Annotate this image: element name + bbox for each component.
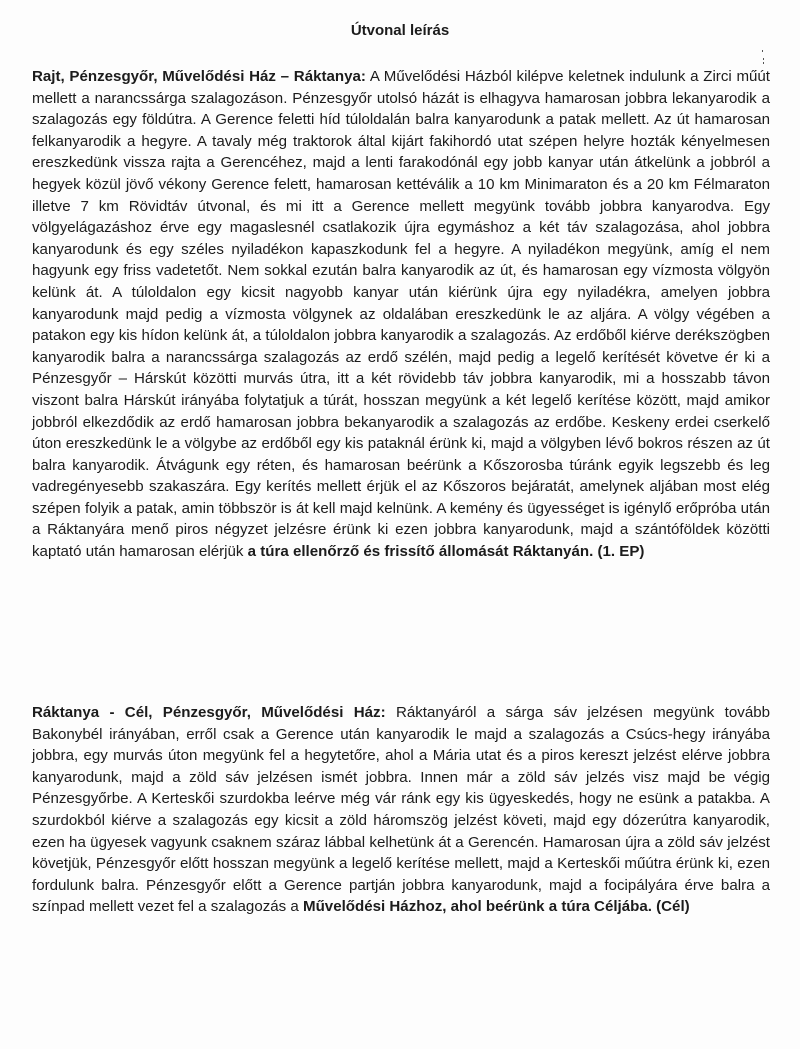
section-1-heading: Rajt, Pénzesgyőr, Művelődési Ház – Ráktanya: [32,68,366,85]
route-section-1 [32,66,770,563]
section-2-heading: Ráktanya - Cél, Pénzesgyőr, Művelődési Ház: [32,704,386,721]
speck [763,58,764,60]
scan-specks [760,48,766,68]
speck [763,62,764,64]
page-title: Útvonal leírás [350,22,450,39]
section-2-body: Ráktanyáról a sárga sáv jelzésen megyünk tovább Bakonybél irányában, erről csak a Gerence után kanyarodik le majd a szalagozás a Csúcs-hegy irányába jobbra, egy murvás úton megyünk fel a hegytetőre, ahol a Mária utat és a piros kereszt jelzést elérve jobbra kanyarodunk, majd a zöld sáv jelzésen ismét jobbra. Innen már a zöld sáv jelzés visz majd be végig Pénzesgyőrbe. A Kerteskői szurdokba leérve még vár ránk egy kis ügyeskedés, hogy ne esünk a patakba. A szurdokból kiérve a szalagozás egy kicsit a zöld háromszög jelzést követi, majd egy dózerútra kanyarodik, ezen ha ügyesek vagyunk csaknem száraz lábbal kelhetünk át a Gerencén. Hamarosan újra a zöld sáv jelzést követjük, Pénzesgyőr előtt hosszan megyünk a legelő kerítése mellett, majd a Kerteskői műútra érünk ki, ezen fordulunk balra. Pénzesgyőr előtt a Gerence partján jobbra kanyarodunk, majd a focipályára érve balra a színpad mellett vezet fel a szalagozás a [32,704,770,916]
speck [762,50,763,52]
section-1-ending: a túra ellenőrző és frissítő állomását Ráktanyán. (1. EP) [247,543,645,561]
section-2-ending: Művelődési Házhoz, ahol beérünk a túra Céljába. (Cél) [303,898,690,916]
section-1-body: A Művelődési Házból kilépve keletnek indulunk a Zirci műút mellett a narancssárga szalagozáson. Pénzesgyőr utolsó házát is elhagyva hamarosan jobbra lekanyarodik a szalagozás egy földútra. A Gerence feletti híd túloldalán balra kanyarodunk a patak mellett. Az út hamarosan felkanyarodik a hegyre. A tavaly még traktorok által kijárt fakihordó utat szépen helyre hozták kényelmesen ereszkedünk vissza rajta a Gerencéhez, majd a lenti farakodónál egy jobb kanyar után átkelünk a jobbról a hegyek közül jövő vékony Gerence felett, hamarosan kettéválik a 10 km Minimaraton és a 20 km Félmaraton illetve 7 km Rövidtáv útvonal, és mi itt a Gerence mellett megyünk tovább jobbra kanyarodva. Egy völgyelágazáshoz érve egy magaslesnél csatlakozik újra egymáshoz a két táv szalagozása, ahol jobbra kanyarodunk és egy széles nyiladékon kapaszkodunk fel a hegyre. A nyiladékon megyünk, amíg el nem hagyunk egy friss vadetetőt. Nem sokkal ezután balra kanyarodik az út, és hamarosan egy vízmosta völgyön kelünk át. A túloldalon egy kicsit nagyobb kanyar után kiérünk újra egy nyiladékra, amelyen jobbra kanyarodunk majd pedig a vízmosta völgynek az oldalában ereszkedünk le az aljára. A völgy végében a patakon egy kis hídon kelünk át, a túloldalon jobbra kanyarodik a szalagozás. Az erdőből kiérve derékszögben kanyarodik balra a narancssárga szalagozás az erdő szélén, majd pedig a legelő kerítését követve ér ki a Pénzesgyőr – Hárskút közötti murvás útra, itt a két rövidebb táv jobbra kanyarodik, mi a hosszabb távon viszont balra Hárskút irányába folytatjuk a túrát, hosszan megyünk a két legelő kerítése között, majd amikor jobbról elkezdődik az erdő hamarosan jobbra bekanyarodik a szalagozás az erdőbe. Keskeny erdei cserkelő úton ereszkedünk le a völgybe az erdőből egy kis pataknál érünk ki, majd a völgyben lévő bokros részen az út balra kanyarodik. Átvágunk egy réten, és hamarosan beérünk a Kőszorosba túránk egyik legszebb és leg vadregényesebb szakaszára. Egy kerítés mellett érjük el az Kőszoros bejáratát, amelynek aljában most elég szépen folyik a patak, amin többször is át kell majd kelnünk. A kemény és ügyességet is igénylő erőpróba után a Ráktanyára menő piros négyzet jelzésre érünk ki ezen jobbra kanyarodunk, majd a szántóföldek közötti kaptató után hamarosan elérjük [32,68,770,561]
route-section-2 [32,702,770,918]
